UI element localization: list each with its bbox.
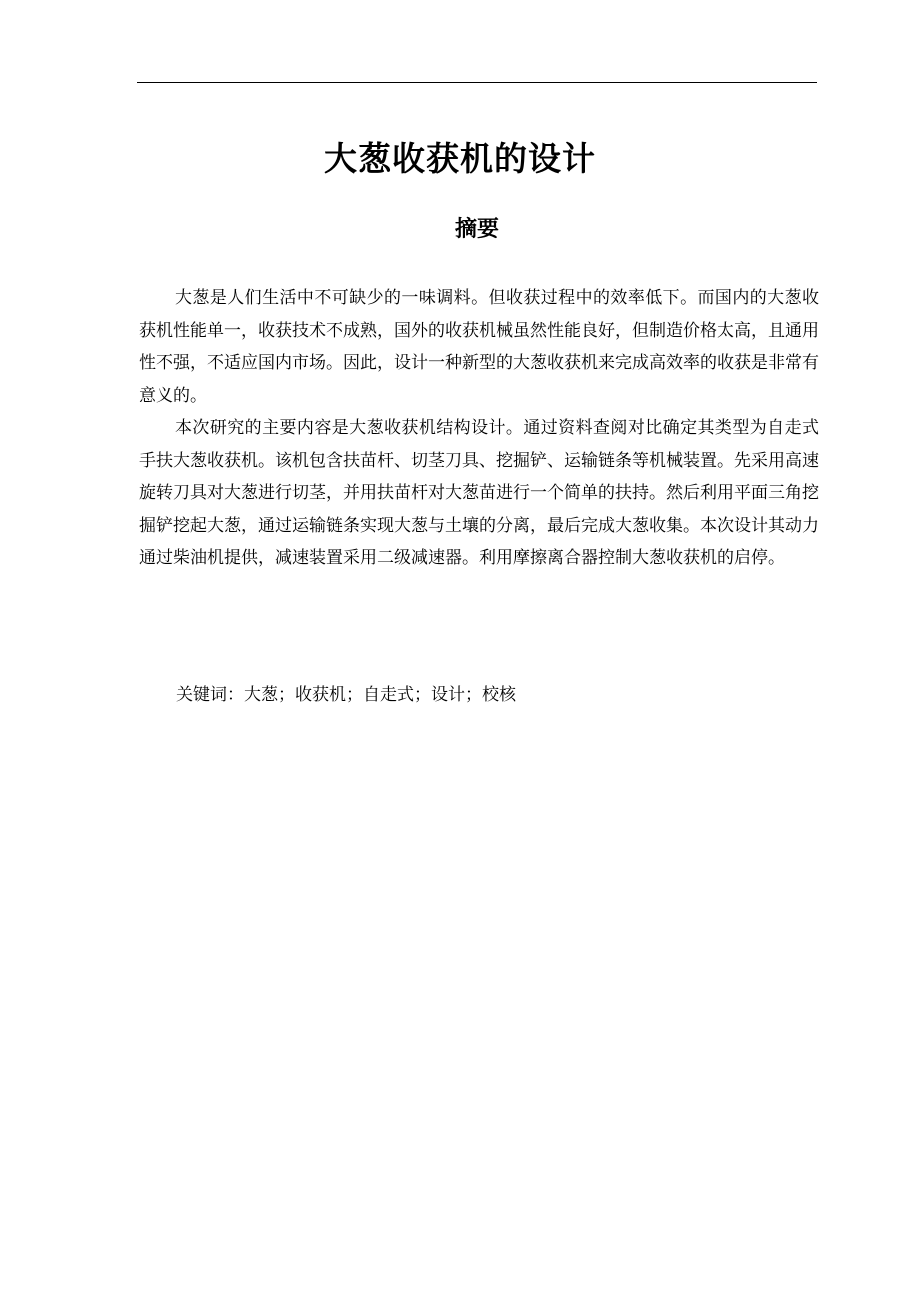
page-title: 大葱收获机的设计 <box>324 139 596 178</box>
abstract-body <box>139 282 819 575</box>
abstract-heading: 摘要 <box>454 216 499 242</box>
abstract-paragraph-2: 本次研究的主要内容是大葱收获机结构设计。通过资料查阅对比确定其类型为自走式手扶大葱收获机。该机包含扶苗杆、切茎刀具、挖掘铲、运输链条等机械装置。先采用高速旋转刀具对大葱进行切茎，并用扶苗杆对大葱苗进行一个简单的扶持。然后利用平面三角挖掘铲挖起大葱，通过运输链条实现大葱与土壤的分离，最后完成大葱收集。本次设计其动力通过柴油机提供，减速装置采用二级减速器。利用摩擦离合器控制大葱收获机的启停。 <box>139 418 819 568</box>
header-rule <box>137 82 817 83</box>
keywords-line: 关键词：大葱；收获机；自走式；设计；校核 <box>176 685 516 705</box>
abstract-paragraph-1: 大葱是人们生活中不可缺少的一味调料。但收获过程中的效率低下。而国内的大葱收获机性能单一，收获技术不成熟，国外的收获机械虽然性能良好，但制造价格太高，且通用性不强，不适应国内市场。因此，设计一种新型的大葱收获机来完成高效率的收获是非常有意义的。 <box>139 288 819 406</box>
